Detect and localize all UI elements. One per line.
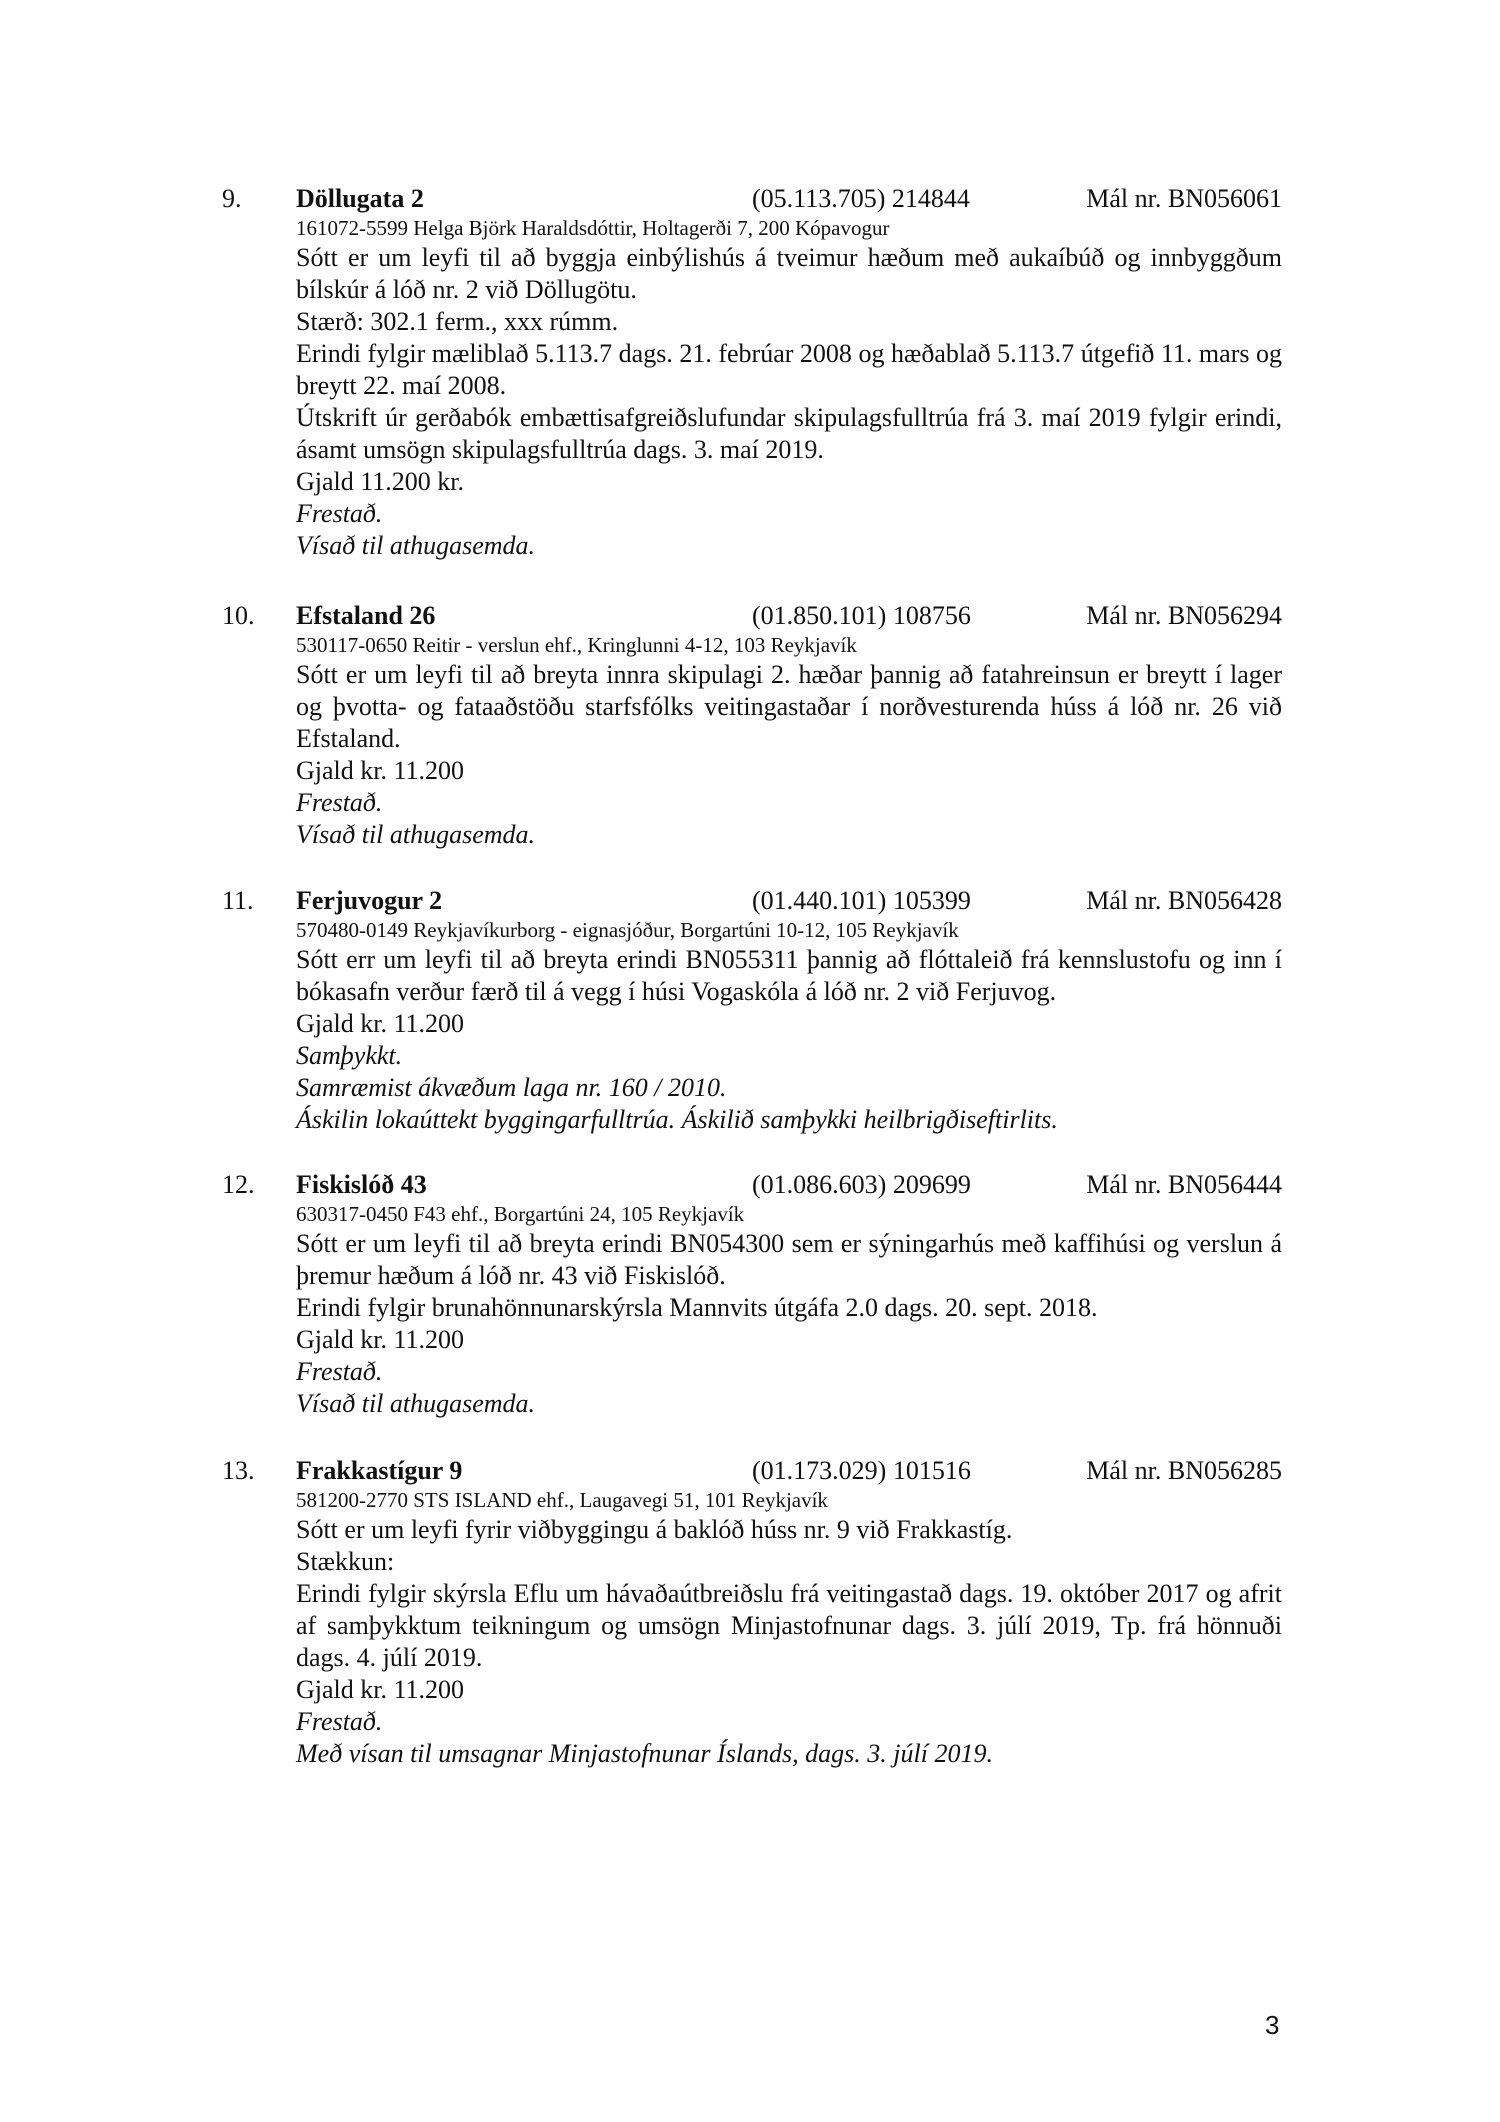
land-number: (01.440.101) 105399 <box>752 886 971 915</box>
item-number: 11. <box>222 886 254 915</box>
decision-note: Með vísan til umsagnar Minjastofnunar Íslands, dags. 3. júlí 2019. <box>296 1739 993 1768</box>
case-number: Mál nr. BN056444 <box>1086 1170 1282 1199</box>
applicant: 581200-2770 STS ISLAND ehf., Laugavegi 51, 101 Reykjavík <box>296 1488 828 1512</box>
land-number: (05.113.705) 214844 <box>752 184 970 213</box>
case-number: Mál nr. BN056285 <box>1086 1456 1282 1485</box>
property-address: Frakkastígur 9 <box>296 1456 463 1485</box>
description: Sótt er um leyfi til að byggja einbýlishús á tveimur hæðum með aukaíbúð og innbyggðum bílskúr á lóð nr. 2 við Döllugötu. <box>296 243 1282 304</box>
fee: Gjald kr. 11.200 <box>296 756 465 785</box>
property-address: Döllugata 2 <box>296 184 424 213</box>
applicant: 161072-5599 Helga Björk Haraldsdóttir, Holtagerði 7, 200 Kópavogur <box>296 216 890 240</box>
case-item-11 <box>222 886 1282 1136</box>
decision: Samþykkt. <box>296 1041 403 1070</box>
decision: Frestað. <box>296 788 383 817</box>
extract: Útskrift úr gerðabók embættisafgreiðslufundar skipulagsfulltrúa frá 3. maí 2019 fylgir erindi, ásamt umsögn skipulagsfulltrúa dags. 3. maí 2019. <box>296 403 1282 464</box>
case-header <box>222 886 1282 916</box>
case-number: Mál nr. BN056061 <box>1086 184 1282 213</box>
decision-condition: Áskilin lokaúttekt byggingarfulltrúa. Áskilið samþykki heilbrigðiseftirlits. <box>296 1105 1058 1134</box>
page-number: 3 <box>1265 2010 1280 2040</box>
description: Sótt er um leyfi til að breyta erindi BN054300 sem er sýningarhús með kaffihúsi og verslun á þremur hæðum á lóð nr. 43 við Fiskislóð. <box>296 1229 1282 1290</box>
fee: Gjald kr. 11.200 <box>296 1325 465 1354</box>
property-address: Fiskislóð 43 <box>296 1170 427 1199</box>
case-header <box>222 184 1282 214</box>
case-number: Mál nr. BN056294 <box>1086 601 1282 630</box>
case-header <box>222 1170 1282 1200</box>
description: Sótt err um leyfi til að breyta erindi BN055311 þannig að flóttaleið frá kennslustofu og inn í bókasafn verður færð til á vegg í húsi Vogaskóla á lóð nr. 2 við Ferjuvog. <box>296 945 1282 1006</box>
fee: Gjald kr. 11.200 <box>296 1009 465 1038</box>
item-number: 12. <box>222 1170 255 1199</box>
property-address: Efstaland 26 <box>296 601 436 630</box>
case-number: Mál nr. BN056428 <box>1086 886 1282 915</box>
item-number: 9. <box>222 184 242 213</box>
applicant: 570480-0149 Reykjavíkurborg - eignasjóður, Borgartúni 10-12, 105 Reykjavík <box>296 918 959 942</box>
decision-note: Samræmist ákvæðum laga nr. 160 / 2010. <box>296 1073 727 1102</box>
applicant: 630317-0450 F43 ehf., Borgartúni 24, 105 Reykjavík <box>296 1202 745 1226</box>
land-number: (01.086.603) 209699 <box>752 1170 971 1199</box>
enlargement: Stækkun: <box>296 1547 395 1576</box>
decision: Frestað. <box>296 1357 383 1386</box>
attachments: Erindi fylgir mæliblað 5.113.7 dags. 21. febrúar 2008 og hæðablað 5.113.7 útgefið 11. mars og breytt 22. maí 2008. <box>296 339 1282 400</box>
case-item-9 <box>222 184 1282 562</box>
attachments: Erindi fylgir skýrsla Eflu um hávaðaútbreiðslu frá veitingastað dags. 19. október 2017 og afrit af samþykktum teikningum og umsögn Minjastofnunar dags. 3. júlí 2019, Tp. frá hönnuði dags. 4. júlí 2019. <box>296 1579 1282 1672</box>
fee: Gjald kr. 11.200 <box>296 1675 465 1704</box>
case-header <box>222 1456 1282 1486</box>
size: Stærð: 302.1 ferm., xxx rúmm. <box>296 307 619 336</box>
decision: Frestað. <box>296 1707 383 1736</box>
land-number: (01.173.029) 101516 <box>752 1456 971 1485</box>
case-item-10 <box>222 601 1282 851</box>
case-item-12 <box>222 1170 1282 1420</box>
description: Sótt er um leyfi fyrir viðbyggingu á baklóð húss nr. 9 við Frakkastíg. <box>296 1515 1013 1544</box>
case-item-13 <box>222 1456 1282 1770</box>
decision-note: Vísað til athugasemda. <box>296 1389 536 1418</box>
decision: Frestað. <box>296 499 383 528</box>
decision-note: Vísað til athugasemda. <box>296 531 536 560</box>
item-number: 10. <box>222 601 255 630</box>
decision-note: Vísað til athugasemda. <box>296 820 536 849</box>
property-address: Ferjuvogur 2 <box>296 886 443 915</box>
land-number: (01.850.101) 108756 <box>752 601 971 630</box>
attachments: Erindi fylgir brunahönnunarskýrsla Mannvits útgáfa 2.0 dags. 20. sept. 2018. <box>296 1293 1098 1322</box>
case-header <box>222 601 1282 631</box>
fee: Gjald 11.200 kr. <box>296 467 465 496</box>
description: Sótt er um leyfi til að breyta innra skipulagi 2. hæðar þannig að fatahreinsun er breytt í lager og þvotta- og fataaðstöðu starfsfólks veitingastaðar í norðvesturenda húss á lóð nr. 26 við Efstaland. <box>296 660 1282 753</box>
item-number: 13. <box>222 1456 255 1485</box>
applicant: 530117-0650 Reitir - verslun ehf., Kringlunni 4-12, 103 Reykjavík <box>296 633 857 657</box>
